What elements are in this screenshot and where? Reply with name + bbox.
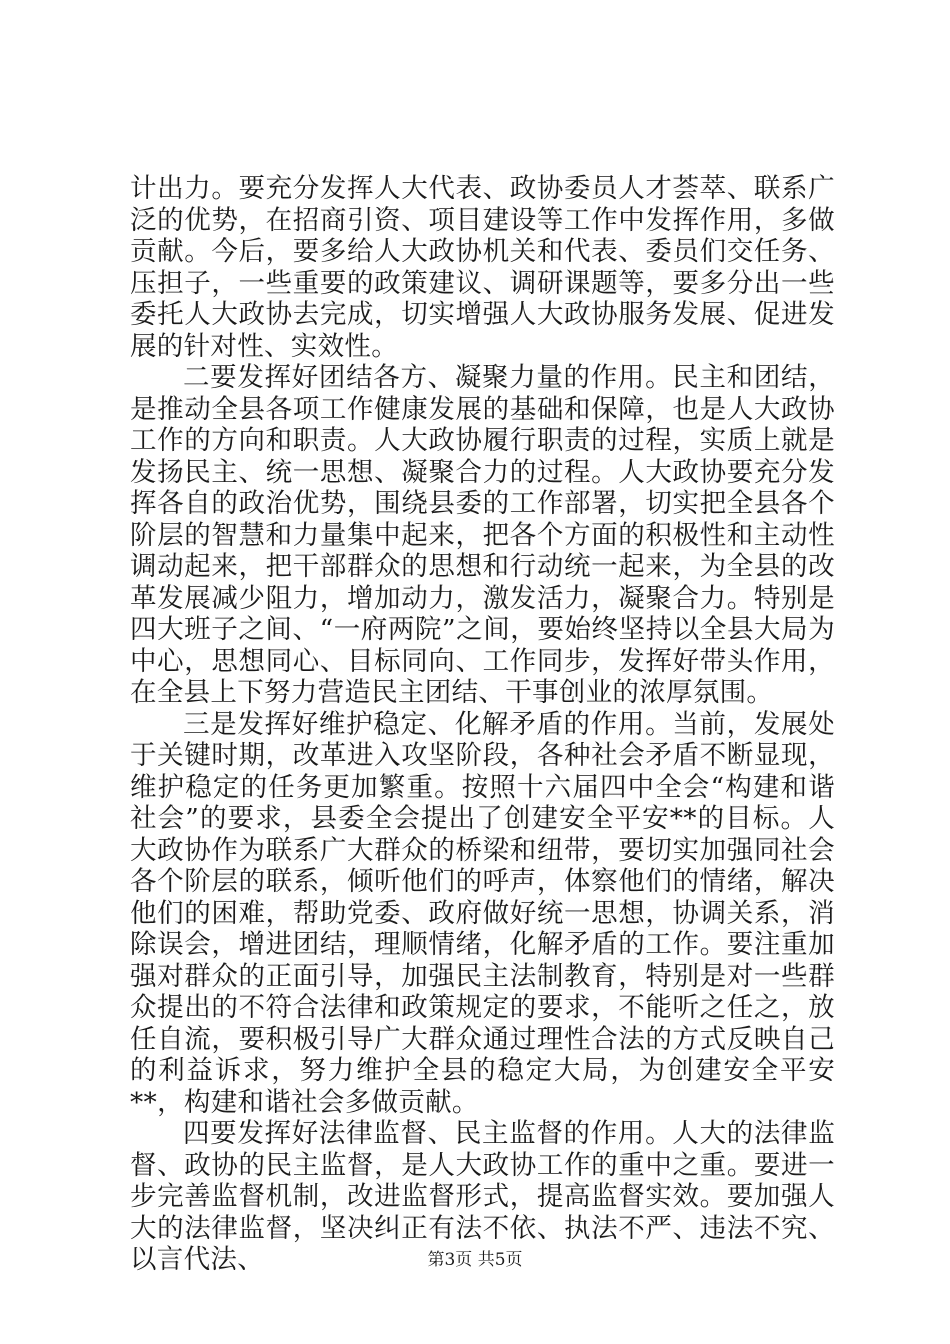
- paragraph-3: 三是发挥好维护稳定、化解矛盾的作用。当前，发展处于关键时期，改革进入攻坚阶段，各种社会矛盾不断显现，维护稳定的任务更加繁重。按照十六届四中全会“构建和谐社会”的要求，县委全会提出了创建安全平安**的目标。人大政协作为联系广大群众的桥梁和纽带，要切实加强同社会各个阶层的联系，倾听他们的呼声，体察他们的情绪，解决他们的困难，帮助党委、政府做好统一思想，协调关系，消除误会，增进团结，理顺情绪，化解矛盾的工作。要注重加强对群众的正面引导，加强民主法制教育，特别是对一些群众提出的不符合法律和政策规定的要求，不能听之任之，放任自流，要积极引导广大群众通过理性合法的方式反映自己的利益诉求，努力维护全县的稳定大局，为创建安全平安**，构建和谐社会多做贡献。: [130, 708, 835, 1118]
- document-body: [130, 173, 835, 1276]
- paragraph-2: 二要发挥好团结各方、凝聚力量的作用。民主和团结，是推动全县各项工作健康发展的基础和保障，也是人大政协工作的方向和职责。人大政协履行职责的过程，实质上就是发扬民主、统一思想、凝聚合力的过程。人大政协要充分发挥各自的政治优势，围绕县委的工作部署，切实把全县各个阶层的智慧和力量集中起来，把各个方面的积极性和主动性调动起来，把干部群众的思想和行动统一起来，为全县的改革发展减少阻力，增加动力，激发活力，凝聚合力。特别是四大班子之间、“一府两院”之间，要始终坚持以全县大局为中心，思想同心、目标同向、工作同步，发挥好带头作用，在全县上下努力营造民主团结、干事创业的浓厚氛围。: [130, 362, 835, 708]
- paragraph-4: 四要发挥好法律监督、民主监督的作用。人大的法律监督、政协的民主监督，是人大政协工作的重中之重。要进一步完善监督机制，改进监督形式，提高监督实效。要加强人大的法律监督，坚决纠正有法不依、执法不严、违法不究、以言代法、: [130, 1118, 835, 1275]
- paragraph-1: 计出力。要充分发挥人大代表、政协委员人才荟萃、联系广泛的优势，在招商引资、项目建设等工作中发挥作用，多做贡献。今后，要多给人大政协机关和代表、委员们交任务、压担子，一些重要的政策建议、调研课题等，要多分出一些委托人大政协去完成，切实增强人大政协服务发展、促进发展的针对性、实效性。: [130, 173, 835, 362]
- page-number-footer: 第3页 共5页: [427, 1250, 523, 1270]
